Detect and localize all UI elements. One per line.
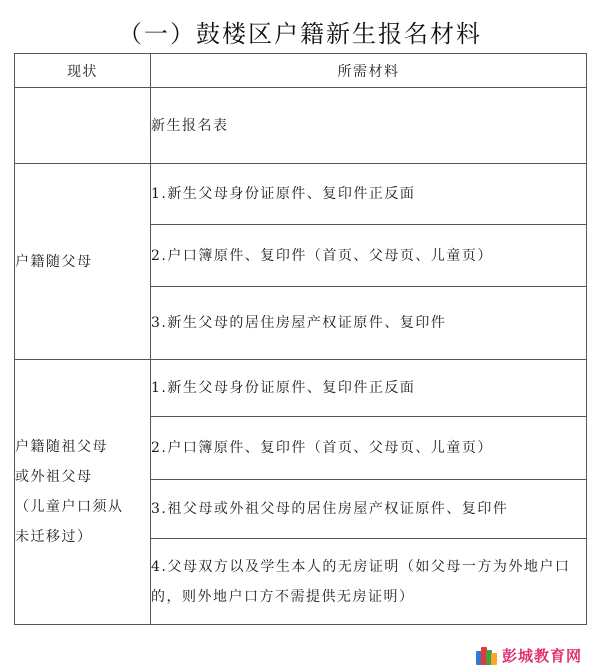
header-materials: 所需材料 — [151, 54, 587, 88]
table-row — [15, 360, 587, 417]
table-header-row — [15, 54, 587, 88]
materials-table — [14, 53, 587, 625]
watermark-logo — [476, 645, 582, 666]
material-cell: 3.新生父母的居住房屋产权证原件、复印件 — [151, 287, 587, 360]
material-cell: 新生报名表 — [151, 88, 587, 164]
status-line: 未迁移过） — [15, 529, 93, 545]
page-title: （一）鼓楼区户籍新生报名材料 — [118, 20, 482, 48]
table-row — [15, 88, 587, 164]
material-cell: 2.户口簿原件、复印件（首页、父母页、儿童页） — [151, 225, 587, 287]
material-cell: 2.户口簿原件、复印件（首页、父母页、儿童页） — [151, 417, 587, 480]
status-cell — [15, 360, 151, 625]
material-cell: 3.祖父母或外祖父母的居住房屋产权证原件、复印件 — [151, 480, 587, 539]
table-row — [15, 164, 587, 225]
status-cell: 户籍随父母 — [15, 164, 151, 360]
status-line: （儿童户口须从 — [15, 499, 124, 515]
watermark-text: 彭城教育网 — [501, 647, 582, 665]
book-logo-icon — [476, 647, 498, 665]
material-cell: 1.新生父母身份证原件、复印件正反面 — [151, 164, 587, 225]
status-line: 户籍随祖父母 — [15, 439, 108, 455]
status-cell-empty — [15, 88, 151, 164]
material-cell: 1.新生父母身份证原件、复印件正反面 — [151, 360, 587, 417]
status-line: 或外祖父母 — [15, 469, 93, 485]
header-status: 现状 — [15, 54, 151, 88]
material-cell: 4.父母双方以及学生本人的无房证明（如父母一方为外地户口的，则外地户口方不需提供无房证明） — [151, 539, 587, 625]
